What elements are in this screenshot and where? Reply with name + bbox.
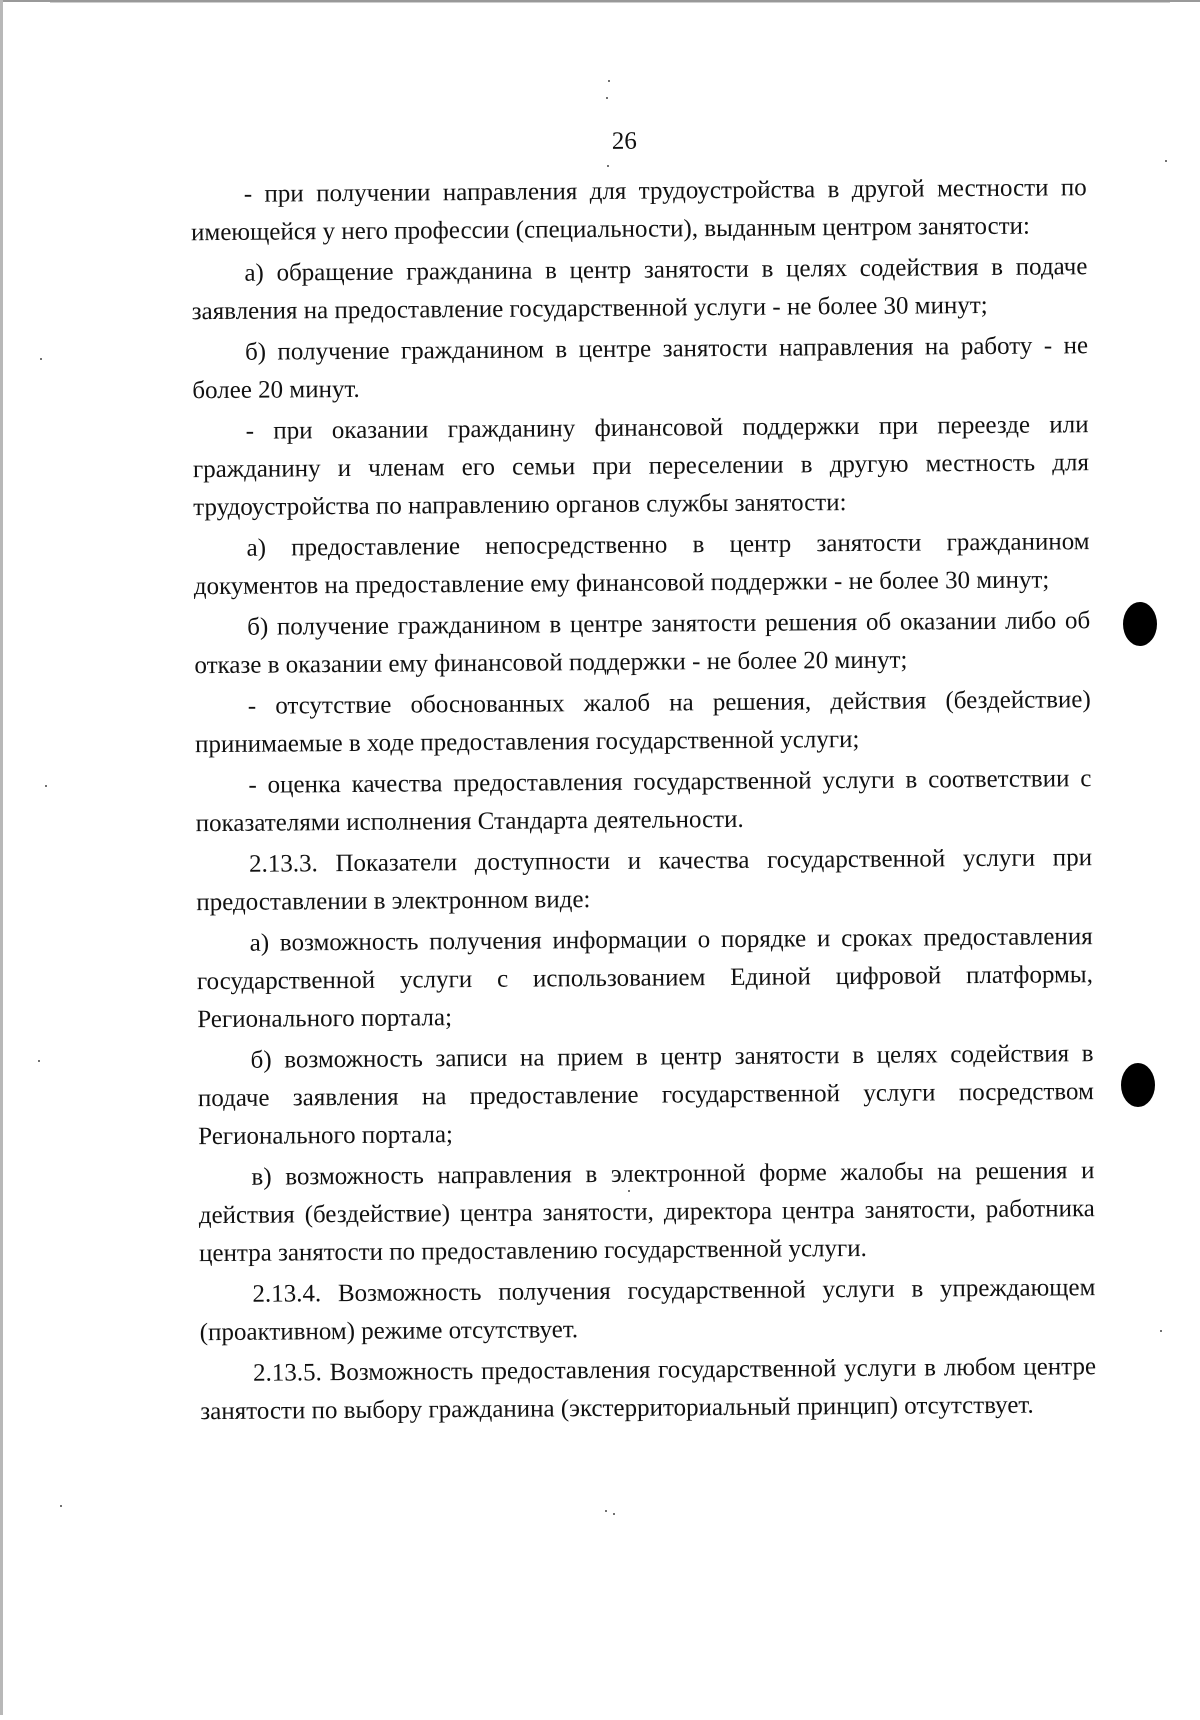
paragraph-item-b-referral: б) получение гражданином в центре занятости направления на работу - не более 20 минут. <box>192 332 1089 405</box>
paragraph-item-a-application: а) обращение гражданина в центр занятости в целях содействия в подаче заявления на предоставление государственной услуги - не более 30 минут; <box>191 253 1088 326</box>
paragraph-item-a-information: а) возможность получения информации о порядке и сроках предоставления государственной услуги с использованием Единой цифровой платформы, Регионального портала; <box>196 923 1094 1034</box>
page-number: 26 <box>611 127 637 155</box>
paragraph-item-b-appointment: б) возможность записи на прием в центр занятости в целях содействия в подаче заявления на предоставление государственной услуги посредством Регионального портала; <box>197 1040 1094 1151</box>
paragraph-item-b-decision: б) получение гражданином в центре занятости решения об оказании либо об отказе в оказании ему финансовой поддержки - не более 20 минут; <box>194 607 1091 680</box>
paragraph-item-v-complaint: в) возможность направления в электронной форме жалобы на решения и действия (бездействие) центра занятости, директора центра занятости, работника центра занятости по предоставлению государственной услуги. <box>198 1157 1095 1268</box>
document-body <box>191 169 1097 1431</box>
paragraph-section-2-13-4: 2.13.4. Возможность получения государственной услуги в упреждающем (проактивном) режиме отсутствует. <box>199 1274 1096 1347</box>
paragraph-item-a-documents: а) предоставление непосредственно в центр занятости гражданином документов на предоставление ему финансовой поддержки - не более 30 минут; <box>193 528 1090 601</box>
paragraph-section-2-13-3: 2.13.3. Показатели доступности и качества государственной услуги при предоставлении в электронном виде: <box>196 844 1093 917</box>
paragraph-section-2-13-5: 2.13.5. Возможность предоставления государственной услуги в любом центре занятости по выбору гражданина (экстерриториальный принцип) отсутствует. <box>200 1353 1097 1426</box>
paragraph-no-complaints: - отсутствие обоснованных жалоб на решения, действия (бездействие) принимаемые в ходе предоставления государственной услуги; <box>194 686 1091 759</box>
paragraph-financial-support: - при оказании гражданину финансовой поддержки при переезде или гражданину и членам его семьи при переселении в другую местность для трудоустройства по направлению органов службы занятости: <box>192 411 1090 522</box>
paragraph-quality-assessment: - оценка качества предоставления государственной услуги в соответствии с показателями исполнения Стандарта деятельности. <box>195 765 1092 838</box>
paragraph-relocation-referral: - при получении направления для трудоустройства в другой местности по имеющейся у него профессии (специальности), выданным центром занятости: <box>190 174 1087 247</box>
